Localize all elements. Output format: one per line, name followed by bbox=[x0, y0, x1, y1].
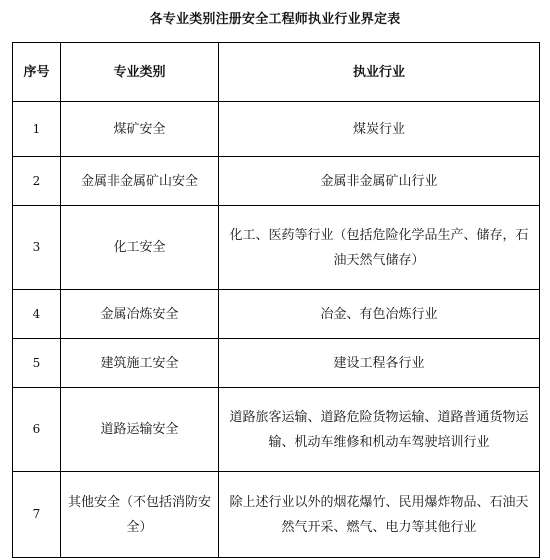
row-industry: 化工、医药等行业（包括危险化学品生产、储存，石油天然气储存） bbox=[219, 206, 540, 290]
table-row bbox=[13, 339, 540, 388]
row-category: 金属冶炼安全 bbox=[61, 290, 219, 339]
table-header-row bbox=[13, 43, 540, 102]
row-index: 7 bbox=[13, 472, 61, 558]
table-row bbox=[13, 472, 540, 558]
row-industry: 冶金、有色冶炼行业 bbox=[219, 290, 540, 339]
column-header-industry: 执业行业 bbox=[219, 43, 540, 102]
table-row bbox=[13, 388, 540, 472]
row-industry: 道路旅客运输、道路危险货物运输、道路普通货物运输、机动车维修和机动车驾驶培训行业 bbox=[219, 388, 540, 472]
row-index: 3 bbox=[13, 206, 61, 290]
row-industry: 金属非金属矿山行业 bbox=[219, 157, 540, 206]
column-header-index: 序号 bbox=[13, 43, 61, 102]
row-industry: 建设工程各行业 bbox=[219, 339, 540, 388]
column-header-category: 专业类别 bbox=[61, 43, 219, 102]
industry-definition-table bbox=[12, 42, 540, 558]
table-row bbox=[13, 206, 540, 290]
row-industry: 煤炭行业 bbox=[219, 102, 540, 157]
row-category: 道路运输安全 bbox=[61, 388, 219, 472]
row-category: 煤矿安全 bbox=[61, 102, 219, 157]
row-index: 5 bbox=[13, 339, 61, 388]
table-row bbox=[13, 157, 540, 206]
row-category: 建筑施工安全 bbox=[61, 339, 219, 388]
row-index: 4 bbox=[13, 290, 61, 339]
table-row bbox=[13, 290, 540, 339]
row-category: 化工安全 bbox=[61, 206, 219, 290]
row-index: 6 bbox=[13, 388, 61, 472]
table-row bbox=[13, 102, 540, 157]
row-index: 1 bbox=[13, 102, 61, 157]
row-category: 金属非金属矿山安全 bbox=[61, 157, 219, 206]
row-industry: 除上述行业以外的烟花爆竹、民用爆炸物品、石油天然气开采、燃气、电力等其他行业 bbox=[219, 472, 540, 558]
row-category: 其他安全（不包括消防安全） bbox=[61, 472, 219, 558]
document-title: 各专业类别注册安全工程师执业行业界定表 bbox=[149, 12, 401, 27]
row-index: 2 bbox=[13, 157, 61, 206]
